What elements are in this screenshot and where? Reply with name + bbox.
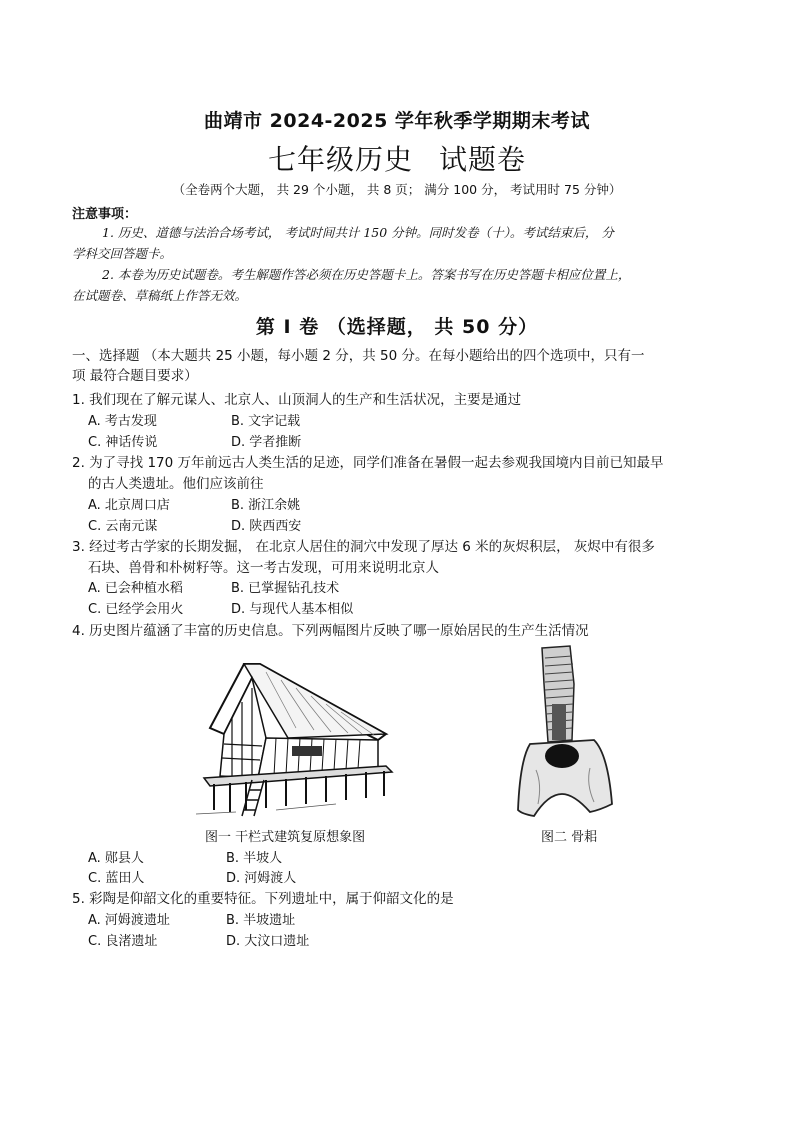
q4-option-c: C. 蓝田人 bbox=[88, 871, 145, 886]
q2-option-d: D. 陕西西安 bbox=[231, 519, 302, 534]
q1-option-a: A. 考古发现 bbox=[88, 414, 157, 429]
paper-title bbox=[0, 138, 794, 178]
q4-option-a: A. 郧县人 bbox=[88, 851, 144, 866]
section-intro: 一、选择题 （本大题共 25 小题，每小题 2 分，共 50 分。在每小题给出的四个选项中，只有一 bbox=[72, 348, 645, 364]
q3-option-a: A. 已会种植水稻 bbox=[88, 581, 183, 596]
q1-option-b: B. 文字记载 bbox=[231, 414, 301, 429]
q3-option-c: C. 已经学会用火 bbox=[88, 602, 184, 617]
question-4-stem: 4. 历史图片蕴涵了丰富的历史信息。下列两幅图片反映了哪一原始居民的生产生活情况 bbox=[72, 623, 589, 639]
question-5-stem: 5. 彩陶是仰韶文化的重要特征。下列遗址中，属于仰韶文化的是 bbox=[72, 891, 454, 907]
q2-option-b: B. 浙江余姚 bbox=[231, 498, 301, 513]
question-2-stem-cont: 的古人类遗址。他们应该前往 bbox=[88, 476, 264, 492]
q2-option-a: A. 北京周口店 bbox=[88, 498, 170, 513]
q3-option-b: B. 已掌握钻孔技术 bbox=[231, 581, 340, 596]
notice-item-1: 1. 历史、道德与法治合场考试， 考试时间共计 150 分钟。同时发卷（十）。考试结束后， 分 bbox=[102, 225, 614, 240]
notice-item-2-cont: 在试题卷、草稿纸上作答无效。 bbox=[72, 288, 248, 303]
question-2-stem: 2. 为了寻找 170 万年前远古人类生活的足迹，同学们准备在暑假一起去参观我国境内目前已知最早 bbox=[72, 455, 664, 471]
notice-item-2: 2. 本卷为历史试题卷。考生解题作答必须在历史答题卡上。答案书写在历史答题卡相应位置上， bbox=[102, 267, 631, 282]
q5-option-d: D. 大汶口遗址 bbox=[226, 934, 310, 949]
subject-label: 七年级历史 bbox=[267, 143, 413, 176]
paper-label: 试题卷 bbox=[439, 143, 527, 176]
notice-item-1-cont: 学科交回答题卡。 bbox=[72, 246, 173, 261]
q4-option-d: D. 河姆渡人 bbox=[226, 871, 297, 886]
q5-option-c: C. 良渚遗址 bbox=[88, 934, 158, 949]
q3-option-d: D. 与现代人基本相似 bbox=[231, 602, 354, 617]
question-3-stem: 3. 经过考古学家的长期发掘， 在北京人居住的洞穴中发现了厚达 6 米的灰烬积层， 灰烬中有很多 bbox=[72, 539, 655, 555]
q5-option-b: B. 半坡遗址 bbox=[226, 913, 296, 928]
stilt-house-illustration bbox=[196, 658, 396, 818]
question-1-stem: 1. 我们现在了解元谋人、北京人、山顶洞人的生产和生活状况，主要是通过 bbox=[72, 392, 522, 408]
q5-option-a: A. 河姆渡遗址 bbox=[88, 913, 170, 928]
notice-heading: 注意事项： bbox=[72, 207, 138, 222]
q1-option-d: D. 学者推断 bbox=[231, 435, 302, 450]
q2-option-c: C. 云南元谋 bbox=[88, 519, 158, 534]
q1-option-c: C. 神话传说 bbox=[88, 435, 158, 450]
q4-option-b: B. 半坡人 bbox=[226, 851, 283, 866]
figure-2-caption: 图二 骨耜 bbox=[541, 830, 598, 845]
exam-title: 曲靖市 2024-2025 学年秋季学期期末考试 bbox=[204, 110, 590, 132]
question-3-stem-cont: 石块、兽骨和朴树籽等。这一考古发现，可用来说明北京人 bbox=[88, 560, 439, 576]
bone-spade-illustration bbox=[512, 644, 622, 820]
exam-info: （全卷两个大题， 共 29 个小题， 共 8 页； 满分 100 分， 考试用时 75 分钟） bbox=[172, 182, 622, 197]
section-intro-cont: 项 最符合题目要求） bbox=[72, 368, 198, 384]
section-title: 第 Ⅰ 卷 （选择题， 共 50 分） bbox=[255, 316, 539, 338]
figure-1-caption: 图一 干栏式建筑复原想象图 bbox=[205, 830, 366, 845]
